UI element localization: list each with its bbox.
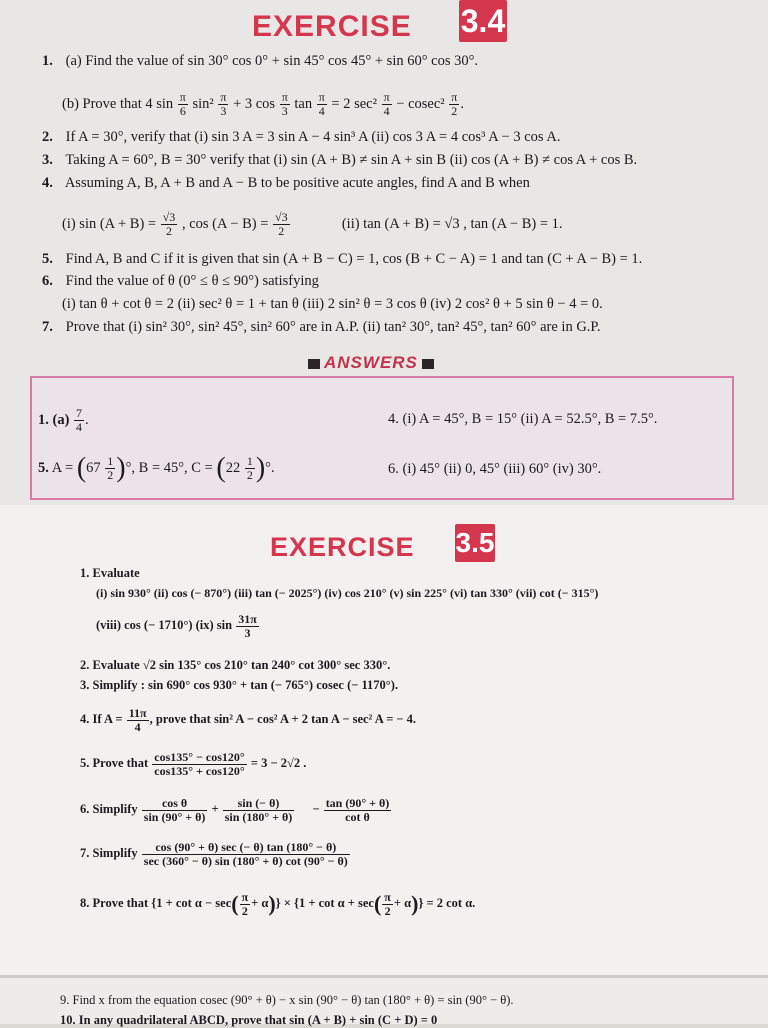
- fraction: $\frac{√3}{2}$: [162, 210, 176, 239]
- answers-heading: ANSWERS: [304, 353, 438, 373]
- question-2: 2. Evaluate √2 sin 135° cos 210° tan 240° cot 300° sec 330°.: [80, 658, 391, 672]
- answer-4: 4. (i) A = 45°, B = 15° (ii) A = 52.5°, B = 7.5°.: [388, 411, 658, 427]
- question-2: 2. If A = 30°, verify that (i) sin 3 A = 3 sin A − 4 sin³ A (ii) cos 3 A = 4 cos³ A − 3 cos A.: [42, 129, 561, 145]
- fraction: $\frac{7}{4}$: [76, 406, 83, 435]
- answers-box: [30, 376, 734, 500]
- exercise-number-badge: 3.4: [459, 0, 507, 42]
- next-page-fragment: [0, 978, 768, 1027]
- question-1: 1. Evaluate: [80, 566, 140, 580]
- fraction: $\frac{\tan (90^\circ + \theta)}{\text{cot θ}}$: [325, 795, 390, 824]
- fraction: $\frac{\pi}{4}$: [318, 90, 325, 119]
- square-bullet-icon: [422, 359, 434, 369]
- question-5: 5. Find A, B and C if it is given that sin (A + B − C) = 1, cos (B + C − A) = 1 and tan (C + A − B) = 1.: [42, 251, 643, 267]
- fraction: $\frac{√3}{2}$: [275, 210, 288, 239]
- answer-1: 1. (a) $\frac{7}{4}$ .: [38, 406, 89, 435]
- fraction: $\frac{1}{2}$: [246, 454, 253, 483]
- exercise-title: EXERCISE: [252, 10, 412, 43]
- fraction: $\frac{\pi}{4}$: [383, 90, 390, 119]
- fraction: $\frac{\pi}{2}$: [241, 889, 249, 918]
- fraction: $\frac{\pi}{6}$: [179, 90, 186, 119]
- fraction: $\frac{\pi}{2}$: [384, 889, 391, 918]
- exercise-title: EXERCISE: [270, 532, 415, 562]
- exercise-3-5-page: [0, 505, 768, 975]
- square-bullet-icon: [308, 359, 320, 369]
- fraction: $\frac{\cos (90^\circ + \theta) \sec (- \theta) \tan (180^\circ - \theta)}{\sec (360^\circ - \theta) \sin (180^\circ + \theta) \cot (90^\circ - \theta)}$: [143, 839, 348, 868]
- question-7: 7. Prove that (i) sin² 30°, sin² 45°, sin² 60° are in A.P. (ii) tan² 30°, tan² 45°, tan² 60° are in G.P.: [42, 319, 601, 335]
- question-1-parts-b: (viii) cos (− 1710°) (ix) sin $\frac{31\pi}{3}$: [96, 611, 257, 640]
- answer-6: 6. (i) 45° (ii) 0, 45° (iii) 60° (iv) 30°.: [388, 461, 602, 477]
- fraction: $\frac{\sin (- \theta)}{\sin (180^\circ + \theta)}$: [224, 795, 293, 824]
- question-6: 6. Simplify $\frac{\text{cos θ}}{\sin (90^\circ + \theta)}$ + $\frac{\sin (- \theta)}{\sin (180^\circ + \theta)}$ − $\frac{\tan (90^\circ + \theta)}{\text{cot θ}}$: [80, 795, 390, 824]
- question-5: 5. Prove that $\frac{\cos 135^\circ - \cos 120^\circ}{\cos 135^\circ + \cos 120^\circ}$ = 3 − 2√2 .: [80, 749, 307, 778]
- fraction: $\frac{\pi}{2}$: [451, 90, 458, 119]
- question-9: 9. Find x from the equation cosec (90° + θ) − x sin (90° − θ) tan (180° + θ) = sin (90° − θ).: [60, 993, 514, 1007]
- question-3: 3. Taking A = 60°, B = 30° verify that (i) sin (A + B) ≠ sin A + sin B (ii) cos (A + B) ≠ cos A + cos B.: [42, 152, 638, 168]
- fraction: $\frac{\text{cos θ}}{\sin (90^\circ + \theta)}$: [143, 795, 206, 824]
- fraction: $\frac{11\pi}{4}$: [128, 705, 147, 734]
- question-1-parts: (i) sin 930° (ii) cos (− 870°) (iii) tan (− 2025°) (iv) cos 210° (v) sin 225° (vi) tan 330° (vii) cot (− 315°): [96, 586, 599, 600]
- question-4: 4. If A = $\frac{11\pi}{4}$ , prove that sin² A − cos² A + 2 tan A − sec² A = − 4.: [80, 705, 417, 734]
- answer-5: 5. A = (67 $\frac{1}{2}$ )°, B = 45°, C = (22 $\frac{1}{2}$ )°.: [38, 452, 275, 484]
- fraction: $\frac{\pi}{3}$: [220, 90, 227, 119]
- question-4: 4. Assuming A, B, A + B and A − B to be positive acute angles, find A and B when: [42, 175, 530, 191]
- exercise-3-4-page: [0, 0, 768, 505]
- fraction: $\frac{\pi}{3}$: [281, 90, 288, 119]
- question-1b: (b) Prove that 4 sin $\frac{\pi}{6}$ sin² $\frac{\pi}{3}$ + 3 cos $\frac{\pi}{3}$ tan $\frac{\pi}{4}$ = 2 sec² $\frac{\pi}{4}$ − cosec² $\frac{\pi}{2}$ .: [62, 90, 464, 119]
- question-10: 10. In any quadrilateral ABCD, prove that sin (A + B) + sin (C + D) = 0: [60, 1013, 438, 1027]
- question-7: 7. Simplify $\frac{\cos (90^\circ + \theta) \sec (- \theta) \tan (180^\circ - \theta)}{\sec (360^\circ - \theta) \sin (180^\circ + \theta) \cot (90^\circ - \theta)}$: [80, 839, 348, 868]
- question-6-parts: (i) tan θ + cot θ = 2 (ii) sec² θ = 1 + tan θ (iii) 2 sin² θ = 3 cos θ (iv) 2 cos² θ + 5 sin θ − 4 = 0.: [62, 296, 603, 312]
- question-8: 8. Prove that {1 + cot α − sec( $\frac{\pi}{2}$ + α)} × {1 + cot α + sec( $\frac{\pi}{2}$ + α)} = 2 cot α.: [80, 889, 476, 918]
- fraction: $\frac{31\pi}{3}$: [238, 611, 257, 640]
- fraction: $\frac{\cos 135^\circ - \cos 120^\circ}{\cos 135^\circ + \cos 120^\circ}$: [154, 749, 245, 778]
- question-1a: 1. (a) Find the value of sin 30° cos 0° + sin 45° cos 45° + sin 60° cos 30°.: [42, 53, 479, 69]
- fraction: $\frac{1}{2}$: [107, 454, 114, 483]
- question-6: 6. Find the value of θ (0° ≤ θ ≤ 90°) satisfying: [42, 273, 319, 289]
- question-3: 3. Simplify : sin 690° cos 930° + tan (− 765°) cosec (− 1170°).: [80, 678, 399, 692]
- question-4-parts: (i) sin (A + B) = $\frac{√3}{2}$ , cos (A − B) = $\frac{√3}{2}$ (ii) tan (A + B) = √3 , tan (A − B) = 1.: [62, 210, 563, 239]
- exercise-number-badge: 3.5: [455, 524, 495, 562]
